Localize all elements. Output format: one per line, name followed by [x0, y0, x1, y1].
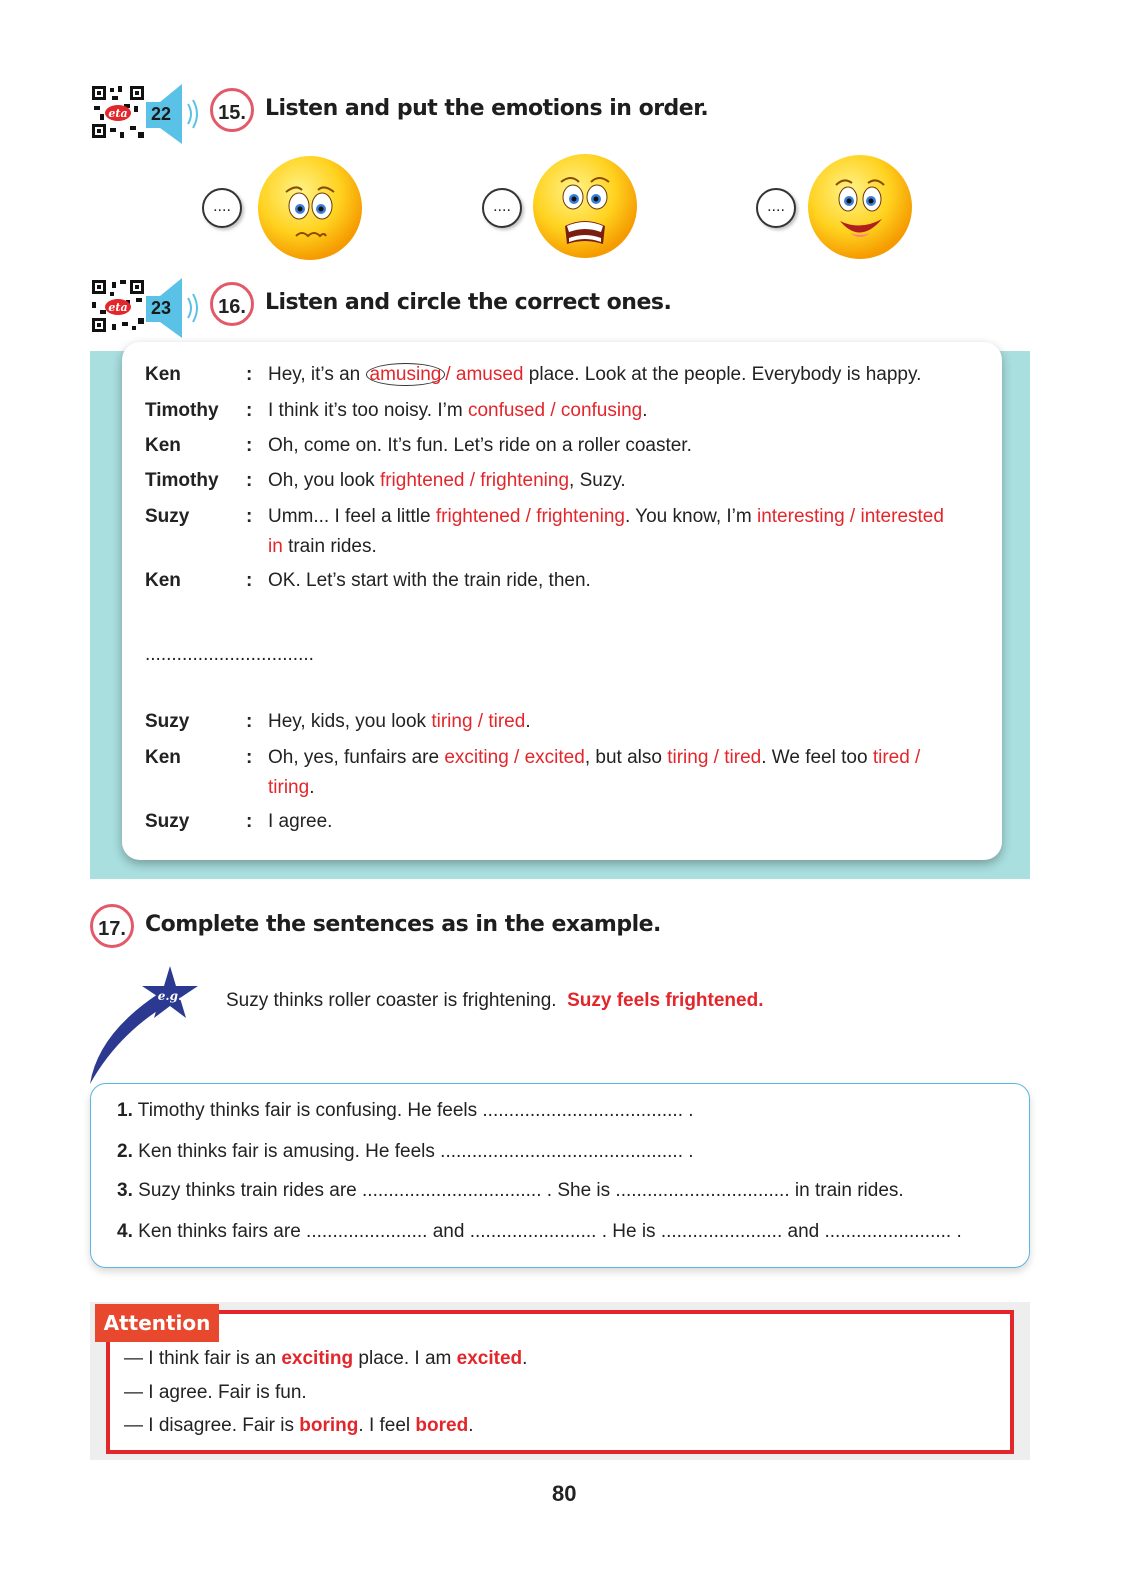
item-text: Ken thinks fair is amusing. He feels .............................................. . [138, 1141, 694, 1162]
qr-code-23 [90, 278, 146, 334]
speaker-colon: : [246, 400, 253, 421]
dialogue-text: . [525, 711, 531, 732]
sentence-item[interactable] [117, 1100, 694, 1122]
example-answer: Suzy feels frightened. [567, 990, 764, 1011]
speaker-colon: : [246, 747, 253, 768]
item-text: Suzy thinks train rides are .................................. . She is ................................. in train rides. [138, 1180, 904, 1201]
item-text: Timothy thinks fair is confusing. He feels ...................................... . [137, 1100, 694, 1121]
svg-text:eta: eta [108, 301, 128, 314]
option-choice[interactable]: confused / confusing [467, 400, 643, 421]
dialogue-text: Hey, it’s an [268, 364, 366, 385]
dialogue-line [268, 743, 988, 803]
option-choice[interactable]: frightened / frightening [379, 470, 570, 491]
option-choice[interactable]: / amused [445, 364, 524, 385]
attention-text: . I feel [358, 1415, 416, 1436]
attention-text: . [522, 1348, 528, 1369]
speaker-colon: : [246, 435, 253, 456]
exercise-title: Listen and put the emotions in order. [265, 96, 709, 121]
dialogue-text: , Suzy. [569, 470, 626, 491]
attention-text: place. I am [353, 1348, 457, 1369]
attention-keyword: bored [415, 1415, 469, 1436]
qr-code-icon [90, 84, 146, 140]
speaker-colon: : [246, 570, 253, 591]
speaker-name: Ken [145, 364, 181, 385]
attention-text: — I agree. Fair is fun. [124, 1382, 307, 1403]
dialogue-text: train rides. [282, 536, 377, 557]
item-text: Ken thinks fairs are ....................... and ........................ . He is ....................... and ........................ . [138, 1221, 962, 1242]
option-choice[interactable]: interesting / interested [756, 506, 944, 527]
option-choice-continued[interactable]: tiring [268, 777, 310, 798]
option-choice-continued[interactable]: in [268, 536, 283, 557]
svg-text:eta: eta [108, 107, 128, 120]
attention-keyword: excited [456, 1348, 523, 1369]
answer-blank-2[interactable]: .... [482, 188, 522, 228]
exercise-number: 15. [210, 88, 254, 132]
circled-answer[interactable]: amusing [366, 363, 446, 386]
dialogue-text: I agree. [268, 811, 333, 832]
speaker-name: Suzy [145, 711, 190, 732]
audio-track-number: 22 [151, 104, 172, 124]
dialogue-text: , but also [584, 747, 668, 768]
happy-face-icon [806, 153, 914, 266]
speaker-name: Timothy [145, 470, 219, 491]
item-number: 1. [117, 1100, 133, 1121]
dialogue-line [268, 466, 988, 496]
dialogue-text: OK. Let’s start with the train ride, then. [268, 570, 591, 591]
dialogue-text: Umm... I feel a little [268, 506, 436, 527]
qr-code-icon [90, 278, 146, 334]
speaker-colon: : [246, 711, 253, 732]
dialogue-text: . We feel too [761, 747, 873, 768]
sentence-item[interactable] [117, 1141, 694, 1163]
item-number: 4. [117, 1221, 133, 1242]
frightened-face-icon [531, 152, 639, 265]
speaker-name: Suzy [145, 811, 190, 832]
dialogue-line [268, 360, 988, 390]
item-number: 2. [117, 1141, 133, 1162]
dialogue-text: Oh, yes, funfairs are [268, 747, 445, 768]
attention-keyword: exciting [281, 1348, 354, 1369]
speaker-name: Ken [145, 570, 181, 591]
attention-text: — I think fair is an [124, 1348, 282, 1369]
sentence-item[interactable] [117, 1221, 962, 1243]
attention-line [124, 1348, 527, 1370]
page-number: 80 [552, 1481, 577, 1506]
dialogue-text: . [309, 777, 315, 798]
attention-line [124, 1415, 473, 1437]
option-choice[interactable]: frightened / frightening [435, 506, 625, 527]
speaker-colon: : [246, 470, 253, 491]
speaker-name: Suzy [145, 506, 190, 527]
speaker-name: Ken [145, 435, 181, 456]
attention-text: — I disagree. Fair is [124, 1415, 300, 1436]
exercise-title: Complete the sentences as in the example. [145, 912, 661, 937]
example-text: Suzy thinks roller coaster is frightening. [226, 990, 557, 1011]
dialogue-text: Hey, kids, you look [268, 711, 432, 732]
item-number: 3. [117, 1180, 133, 1201]
answer-blank-3[interactable]: .... [756, 188, 796, 228]
dialogue-line [268, 396, 988, 426]
speaker-colon: : [246, 364, 253, 385]
attention-text: . [468, 1415, 474, 1436]
attention-label-text: Attention [103, 1311, 211, 1335]
option-choice[interactable]: tiring / tired [431, 711, 526, 732]
dialogue-separator: ................................ [145, 644, 314, 665]
dialogue-line [268, 431, 988, 461]
dialogue-line [268, 807, 988, 837]
exercise-number: 17. [90, 904, 134, 948]
option-choice[interactable]: tiring / tired [667, 747, 762, 768]
attention-label [95, 1304, 219, 1342]
exercise-number: 16. [210, 282, 254, 326]
answer-blank-1[interactable]: .... [202, 188, 242, 228]
speaker-colon: : [246, 506, 253, 527]
exercise-title: Listen and circle the correct ones. [265, 290, 672, 315]
dialogue-text: place. Look at the people. Everybody is happy. [523, 364, 922, 385]
attention-keyword: boring [299, 1415, 359, 1436]
dialogue-text: . You know, I’m [624, 506, 757, 527]
dialogue-text: I think it’s too noisy. I’m [268, 400, 468, 421]
option-choice[interactable]: tired / [872, 747, 921, 768]
dialogue-text: . [642, 400, 648, 421]
qr-code-22 [90, 84, 146, 140]
attention-line [124, 1382, 307, 1404]
worried-face-icon [256, 154, 364, 267]
audio-track-number: 23 [151, 298, 172, 318]
example-sentence [226, 990, 763, 1012]
dialogue-text: Oh, come on. It’s fun. Let’s ride on a roller coaster. [268, 435, 692, 456]
option-choice[interactable]: exciting / excited [444, 747, 585, 768]
sentence-item[interactable] [117, 1180, 904, 1202]
dialogue-text: Oh, you look [268, 470, 380, 491]
example-star-icon [88, 964, 204, 1093]
dialogue-line [268, 707, 988, 737]
dialogue-line [268, 566, 988, 596]
speaker-name: Timothy [145, 400, 219, 421]
eg-label: e.g. [157, 989, 183, 1003]
speaker-name: Ken [145, 747, 181, 768]
speaker-colon: : [246, 811, 253, 832]
dialogue-line [268, 502, 988, 562]
